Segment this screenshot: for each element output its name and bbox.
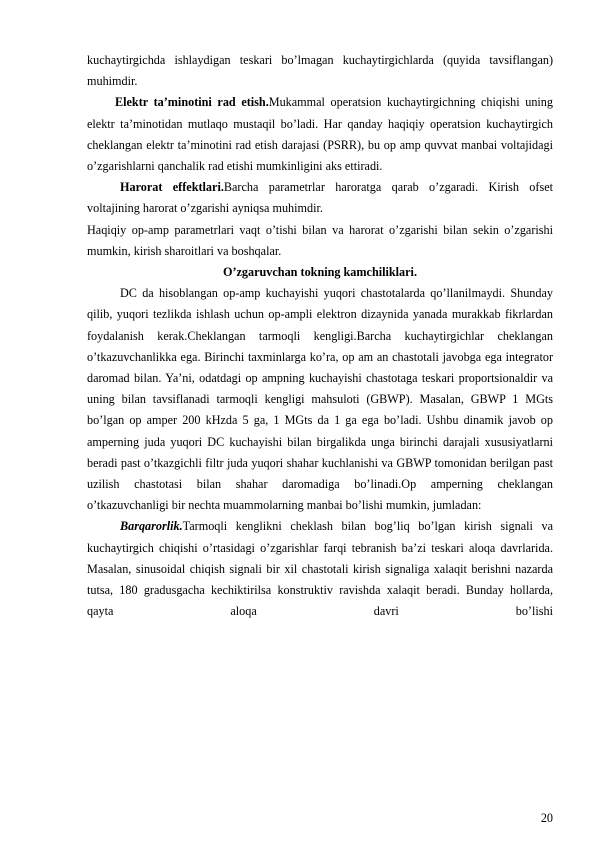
paragraph-parameter-drift: Haqiqiy op-amp parametrlari vaqt o’tishi bilan va harorat o’zgarishi bilan sekin o’zgarishi mumkin, kirish sharoitlari va boshqalar.: [87, 222, 553, 258]
page-number: 20: [540, 811, 553, 825]
page-body: [87, 50, 553, 622]
paragraph-temperature-effects: [87, 177, 553, 219]
section-title: O’zgaruvchan tokning kamchiliklari.: [222, 265, 417, 280]
heading-power-supply-rejection: Elektr ta’minotini rad etish.: [115, 95, 269, 110]
heading-temperature-effects: Harorat effektlari.: [120, 180, 224, 195]
paragraph-continuation: kuchaytirgichda ishlaydigan teskari bo’lmagan kuchaytirgichlarda (quyida tavsiflangan) muhimdir.: [87, 53, 553, 89]
text-temperature-effects: Barcha parametrlar haroratga qarab o’zgaradi. Kirish ofset voltajining harorat o’zgarishi ayniqsa muhimdir.: [87, 180, 553, 216]
heading-stability: Barqarorlik.: [120, 519, 183, 534]
paragraph-stability: [87, 516, 553, 622]
text-power-supply-rejection: Mukammal operatsion kuchaytirgichning chiqishi uning elektr ta’minotidan mutlaqo mustaqil bo’ladi. Har qanday haqiqiy operatsion kuchaytirgich cheklangan elektr ta’minotini rad etish darajasi (PSRR), bu op amp quvvat manbai voltajidagi o’zgarishlarni qanchalik rad etishi mumkinligini aks ettiradi.: [87, 95, 553, 174]
paragraph-power-supply-rejection: [87, 92, 553, 177]
text-stability: Tarmoqli kenglikni cheklash bilan bog’liq bo’lgan kirish signali va kuchaytirgich chiqishi o’rtasidagi o’zgarishlar farqi tebranish ba’zi teskari aloqa davrlarida. Masalan, sinusoidal chiqish signali bir xil chastotali kirish signaliga xalaqit berishni nazarda tutsa, 180 gradusgacha kechiktirilsa konstruktiv ravishda xalaqit beradi. Bunday hollarda, qayta aloqa davri bo’lishi: [87, 519, 553, 619]
paragraph-ac-limitations: DC da hisoblangan op-amp kuchayishi yuqori chastotalarda qo’llanilmaydi. Shunday qilib, yuqori tezlikda ishlash uchun op-ampli elektron dizaynida yanada murakkab fikrlardan foydalanish kerak.Cheklangan tarmoqli kengligi.Barcha kuchaytirgichlar cheklangan o’tkazuvchanlikka ega. Birinchi taxminlarga ko’ra, op am an chastotali javobga ega integrator daromad bilan. Ya’ni, odatdagi op ampning kuchayishi chastotaga teskari proportsionaldir va uning bilan tavsiflanadi tarmoqli kengligi mahsuloti (GBWP). Masalan, GBWP 1 MGts bo’lgan op amper 200 kHzda 5 ga, 1 MGts da 1 ga ega bo’ladi. Ushbu dinamik javob op amperning juda yuqori DC kuchayishi bilan birgalikda unga birinchi darajali xususiyatlarni beradi past o’tkazgichli filtr juda yuqori shahar kuchlanishi va GBWP tomonidan berilgan past uzilish chastotasi bilan shahar daromadiga bo’linadi.Op amperning cheklangan o’tkazuvchanligi bir nechta muammolarning manbai bo’lishi mumkin, jumladan:: [87, 286, 553, 513]
